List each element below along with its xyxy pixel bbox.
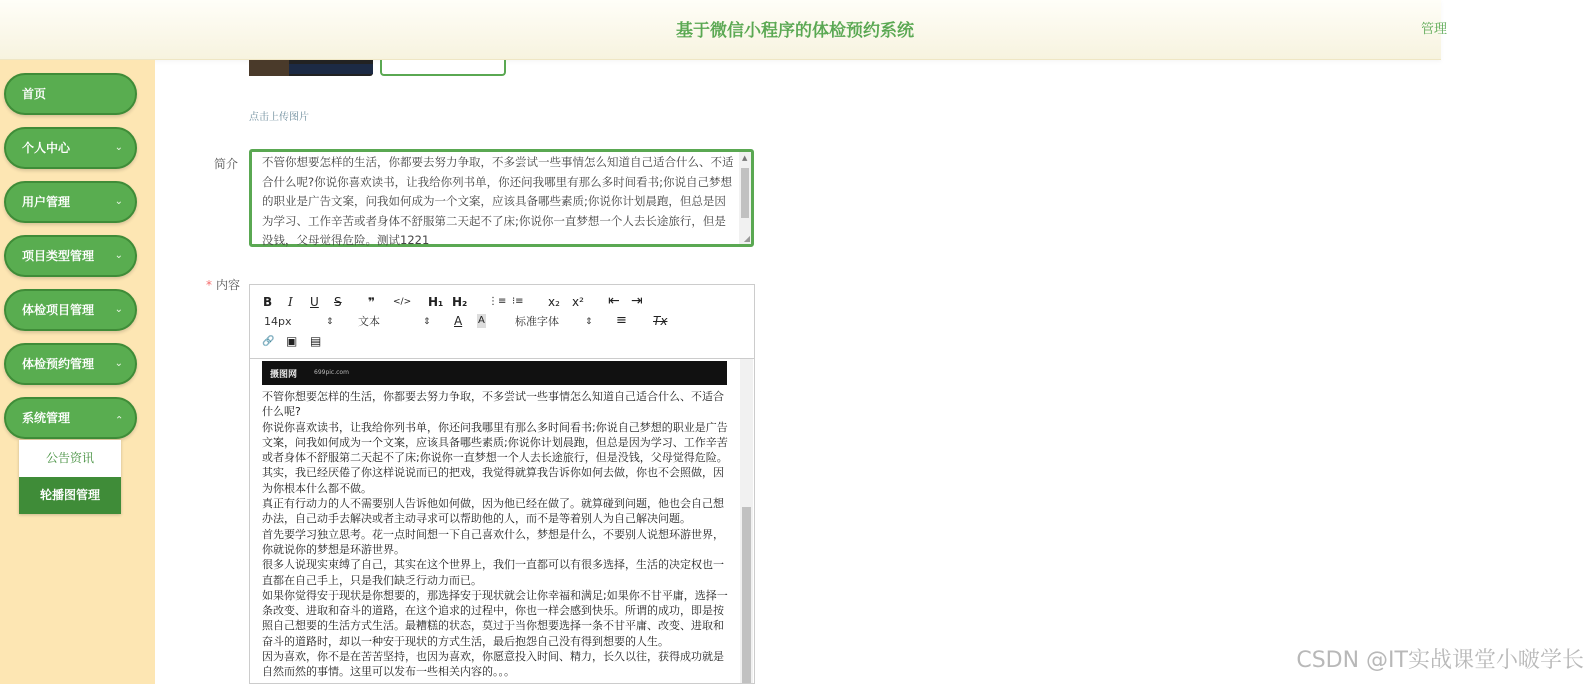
chevron-down-icon: ⌄: [114, 142, 123, 153]
subscript-button[interactable]: x₂: [548, 295, 560, 309]
clean-format-button[interactable]: Tx: [653, 314, 668, 328]
font-size-select[interactable]: [264, 315, 338, 329]
content-label-text: 内容: [216, 278, 241, 292]
chevron-down-icon: ⌄: [114, 358, 123, 369]
sidebar-item-booking-management[interactable]: [4, 343, 137, 385]
system-submenu: [19, 440, 121, 514]
top-header: [0, 0, 1448, 60]
sidebar-item-label: 体检项目管理: [22, 303, 95, 317]
sidebar-item-system-management[interactable]: [4, 397, 137, 439]
code-block-button[interactable]: </>: [393, 297, 412, 307]
rich-text-editor[interactable]: [249, 284, 755, 684]
paragraph: 因为喜欢，你不是在苦苦坚持，也因为喜欢，你愿意投入时间、精力，长久以往，获得成功就是自然而然的事情。这里可以发布一些相关内容的。。。: [262, 650, 724, 679]
required-marker: *: [206, 278, 212, 292]
scrollbar-thumb[interactable]: [741, 168, 749, 218]
ordered-list-button[interactable]: ⋮≡: [488, 296, 507, 307]
background-color-button[interactable]: A: [478, 315, 485, 326]
select-arrow-icon: ⇕: [423, 317, 431, 327]
align-button[interactable]: ≡: [616, 313, 627, 328]
image-button[interactable]: ▣: [286, 334, 298, 348]
app-title: 基于微信小程序的体检预约系统: [676, 21, 914, 41]
font-family-value: 标准字体: [515, 315, 559, 328]
sidebar-item-personal-center[interactable]: [4, 127, 137, 169]
submenu-item-carousel-management[interactable]: 轮播图管理: [19, 477, 121, 514]
sidebar-item-exam-item-management[interactable]: [4, 289, 137, 331]
editor-toolbar: [250, 285, 754, 359]
editor-scrollbar[interactable]: [740, 359, 753, 683]
underline-button[interactable]: U: [310, 295, 319, 309]
paragraph: 首先要学习独立思考。花一点时间想一下自己喜欢什么，梦想是什么，不要别人说想环游世界，你就说你的梦想是环游世界。: [262, 527, 724, 556]
italic-button[interactable]: I: [288, 295, 293, 309]
upload-tip: 点击上传图片: [249, 112, 309, 123]
chevron-down-icon: ⌄: [114, 304, 123, 315]
bold-button[interactable]: B: [263, 295, 273, 309]
chevron-down-icon: ⌄: [114, 250, 123, 261]
content-label: [206, 276, 240, 293]
paragraph: 真正有行动力的人不需要别人告诉他如何做，因为他已经在做了。就算碰到问题，他也会自己想办法，自己动手去解决或者主动寻求可以帮助他的人，而不是等着别人为自己解决问题。: [262, 497, 724, 526]
outdent-button[interactable]: ⇤: [608, 293, 620, 309]
sidebar-item-label: 系统管理: [22, 411, 71, 425]
watermark: CSDN @IT实战课堂小啵学长: [1296, 648, 1584, 673]
sidebar-item-label: 首页: [22, 87, 47, 101]
banner-logo-text: 摄图网: [270, 370, 298, 380]
paragraph: 如果你觉得安于现状是你想要的，那选择安于现状就会让你幸福和满足;如果你不甘平庸，选择一条改变、进取和奋斗的道路，在这个追求的过程中，你也一样会感到快乐。所谓的成功，即是按照自己想要的生活方式生活。最糟糕的状态，莫过于当你想要选择一条不甘平庸、改变、进取和奋斗的道路时，却以一种安于现状的方式生活，最后抱怨自己没有得到想要的人生。: [262, 588, 728, 648]
submenu-item-announcements[interactable]: 公告资讯: [45, 451, 94, 465]
scrollbar-thumb[interactable]: [742, 507, 751, 683]
textarea-scrollbar[interactable]: [739, 152, 751, 244]
intro-label: [214, 155, 238, 172]
sidebar-item-label: 用户管理: [22, 195, 71, 209]
intro-text: 不管你想要怎样的生活，你都要去努力争取，不多尝试一些事情怎么知道自己适合什么、不适合什么呢?你说你喜欢读书，让我给你列书单，你还问我哪里有那么多时间看书;你说自己梦想的职业是广告文案，问我如何成为一个文案，应该具备哪些素质;你说你计划晨跑，但总是因为学习、工作辛苦或者身体不舒服第二天起不了床;你说你一直梦想一个人去长途旅行，但是没钱，父母觉得危险。测试1221: [262, 155, 734, 247]
chevron-up-icon: ⌄: [114, 413, 123, 424]
text-color-button[interactable]: A: [454, 314, 463, 328]
intro-label-text: 简介: [214, 157, 239, 171]
resize-grip-icon[interactable]: ◢: [743, 234, 750, 243]
paragraph: 不管你想要怎样的生活，你都要去努力争取，不多尝试一些事情怎么知道自己适合什么、不适合什么呢?: [262, 390, 724, 419]
block-format-value: 文本: [358, 315, 380, 328]
select-arrow-icon: ⇕: [326, 317, 334, 327]
sidebar-item-label: 项目类型管理: [22, 249, 95, 263]
embedded-image: [262, 361, 727, 385]
sidebar-item-home[interactable]: [4, 73, 137, 115]
heading1-button[interactable]: H₁: [428, 295, 444, 309]
uploaded-image-thumbnail[interactable]: [249, 60, 373, 76]
editor-content[interactable]: [250, 359, 754, 683]
blockquote-button[interactable]: ❞: [368, 295, 376, 309]
block-format-select[interactable]: [358, 315, 432, 329]
sidebar-item-label: 体检预约管理: [22, 357, 95, 371]
scroll-up-icon[interactable]: ▲: [742, 154, 748, 162]
video-button[interactable]: ▤: [310, 334, 322, 348]
paragraph: 你说你喜欢读书，让我给你列书单，你还问我哪里有那么多时间看书;你说自己梦想的职业是广告文案，问我如何成为一个文案，应该具备哪些素质;你说你计划晨跑，但总是因为学习、工作辛苦或者身体不舒服第二天起不了床;你说你一直梦想一个人去长途旅行，但是没钱，父母觉得危险。: [262, 420, 728, 465]
user-menu[interactable]: 管理: [1421, 22, 1448, 37]
font-family-select[interactable]: [515, 315, 597, 329]
paragraph: 其实，我已经厌倦了你这样说说而已的把戏，我觉得就算我告诉你如何去做，你也不会照做，因为你根本什么都不做。: [262, 466, 724, 495]
sidebar-item-label: 个人中心: [22, 141, 71, 155]
strike-button[interactable]: S: [334, 295, 342, 309]
heading2-button[interactable]: H₂: [452, 295, 468, 309]
superscript-button[interactable]: x²: [572, 295, 584, 309]
chevron-down-icon: ⌄: [114, 196, 123, 207]
sidebar: [0, 60, 155, 684]
bullet-list-button[interactable]: ⁝≡: [512, 296, 524, 307]
sidebar-item-user-management[interactable]: [4, 181, 137, 223]
upload-box[interactable]: [380, 60, 506, 76]
indent-button[interactable]: ⇥: [631, 293, 643, 309]
font-size-value: 14px: [264, 315, 292, 328]
paragraph: 很多人说现实束缚了自己，其实在这个世界上，我们一直都可以有很多选择，生活的决定权也一直都在自己手上，只是我们缺乏行动力而已。: [262, 558, 724, 587]
intro-textarea[interactable]: [249, 149, 754, 247]
sidebar-item-project-type-management[interactable]: [4, 235, 137, 277]
editor-body-text: [262, 389, 728, 680]
link-button[interactable]: 🔗: [262, 336, 275, 347]
banner-sub-text: 699pic.com: [314, 369, 349, 376]
select-arrow-icon: ⇕: [585, 317, 593, 327]
